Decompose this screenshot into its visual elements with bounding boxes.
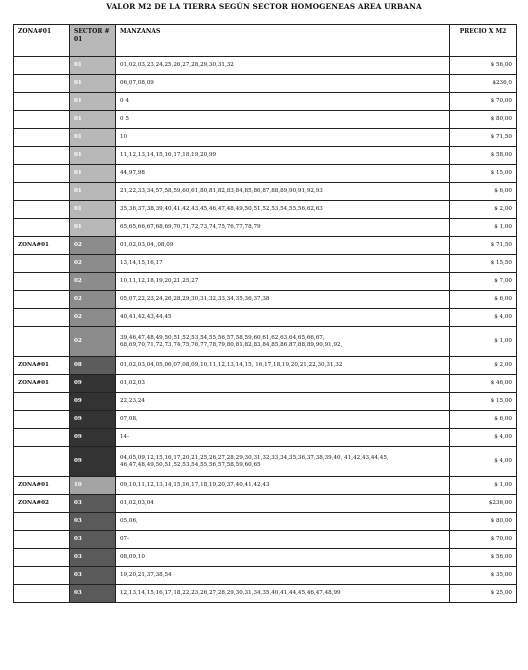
- table-row: [14, 93, 517, 111]
- zona-cell: [14, 165, 70, 183]
- zona-cell: [14, 75, 70, 93]
- precio-cell: $ 1,00: [450, 327, 517, 357]
- sector-cell: 01: [70, 165, 116, 183]
- table-row: [14, 165, 517, 183]
- precio-cell: $ 25,00: [450, 585, 517, 603]
- header-sector: SECTOR # 01: [70, 25, 116, 57]
- table-row: [14, 495, 517, 513]
- table-row: [14, 255, 517, 273]
- manzanas-cell: 10: [116, 129, 450, 147]
- precio-cell: $236,0: [450, 75, 517, 93]
- table-row: [14, 327, 517, 357]
- precio-cell: $ 7,00: [450, 273, 517, 291]
- sector-cell: 01: [70, 111, 116, 129]
- zona-cell: [14, 309, 70, 327]
- manzanas-cell: 05,07,22,23,24,26,28,29,30,31,32,33,34,35,36,37,38: [116, 291, 450, 309]
- table-row: [14, 531, 517, 549]
- precio-cell: $ 15,00: [450, 393, 517, 411]
- table-row: [14, 291, 517, 309]
- precio-cell: $ 70,00: [450, 531, 517, 549]
- table-row: [14, 447, 517, 477]
- manzanas-cell: 04,05,09,12,15,16,17,20,21,25,26,27,28,29,30,31,32,33,34,35,36,37,38,39,40, 41,42,43,44,45, 46,47,48,49,50,51,52,53,54,55,56,57,58,59,60,65: [116, 447, 450, 477]
- manzanas-cell: 09,10,11,12,13,14,15,16,17,18,19,20,37,40,41,42,43: [116, 477, 450, 495]
- precio-cell: $ 4,00: [450, 447, 517, 477]
- precio-cell: $ 6,00: [450, 291, 517, 309]
- manzanas-cell: 05,06,: [116, 513, 450, 531]
- zona-cell: ZONA#01: [14, 477, 70, 495]
- zona-cell: [14, 513, 70, 531]
- table-row: [14, 429, 517, 447]
- zona-cell: [14, 549, 70, 567]
- manzanas-cell: 07,08,: [116, 411, 450, 429]
- sector-cell: 03: [70, 531, 116, 549]
- document-title: VALOR M2 DE LA TIERRA SEGÚN SECTOR HOMOGENEAS AREA URBANA: [106, 2, 422, 11]
- sector-cell: 02: [70, 291, 116, 309]
- manzanas-cell: 13,14,15,16,17: [116, 255, 450, 273]
- precio-cell: $ 70,00: [450, 93, 517, 111]
- zona-cell: [14, 429, 70, 447]
- manzanas-cell: 65,65,66,67,68,69,70,71,72,73,74,75,76,77,78,79: [116, 219, 450, 237]
- sector-cell: 01: [70, 183, 116, 201]
- zona-cell: [14, 183, 70, 201]
- table-row: [14, 75, 517, 93]
- manzanas-cell: 35,36,37,38,39,40,41,42,43,45,46,47,48,49,50,51,52,53,54,55,56,62,63: [116, 201, 450, 219]
- manzanas-cell: 14-: [116, 429, 450, 447]
- precio-cell: $ 58,00: [450, 147, 517, 165]
- manzanas-cell: 40,41,42,43,44,45: [116, 309, 450, 327]
- table-row: [14, 549, 517, 567]
- sector-cell: 08: [70, 357, 116, 375]
- manzanas-cell: 0 5: [116, 111, 450, 129]
- table-row: [14, 129, 517, 147]
- zona-cell: [14, 93, 70, 111]
- sector-cell: 02: [70, 327, 116, 357]
- manzanas-cell: 0 4: [116, 93, 450, 111]
- sector-cell: 02: [70, 273, 116, 291]
- sector-cell: 01: [70, 75, 116, 93]
- zona-cell: [14, 111, 70, 129]
- zona-cell: [14, 255, 70, 273]
- zona-cell: [14, 411, 70, 429]
- zona-cell: [14, 585, 70, 603]
- precio-cell: $ 2,00: [450, 357, 517, 375]
- table-row: [14, 147, 517, 165]
- zona-cell: [14, 393, 70, 411]
- table-header-row: [14, 25, 517, 57]
- header-zona: ZONA#01: [14, 25, 70, 57]
- manzanas-cell: 44,97,98: [116, 165, 450, 183]
- table-row: [14, 309, 517, 327]
- precio-cell: $ 71,50: [450, 129, 517, 147]
- sector-cell: 03: [70, 513, 116, 531]
- precio-cell: $ 2,00: [450, 201, 517, 219]
- precio-cell: $ 80,00: [450, 513, 517, 531]
- table-body: [14, 57, 517, 603]
- sector-cell: 02: [70, 309, 116, 327]
- precio-cell: $ 80,00: [450, 111, 517, 129]
- zona-cell: ZONA#01: [14, 357, 70, 375]
- precio-cell: $ 4,00: [450, 309, 517, 327]
- zona-cell: [14, 147, 70, 165]
- manzanas-cell: 07-: [116, 531, 450, 549]
- manzanas-cell: 19,20,21,37,38,54: [116, 567, 450, 585]
- sector-cell: 01: [70, 201, 116, 219]
- precio-cell: $ 6,00: [450, 183, 517, 201]
- table-row: [14, 513, 517, 531]
- manzanas-cell: 22,23,24: [116, 393, 450, 411]
- manzanas-cell: 12,13,14,15,16,17,18,22,23,26,27,28,29,30,31,34,35,40,41,44,45,46,47,48,99: [116, 585, 450, 603]
- table-row: [14, 183, 517, 201]
- sector-cell: 02: [70, 255, 116, 273]
- manzanas-cell: 06,07,08,09: [116, 75, 450, 93]
- sector-cell: 01: [70, 57, 116, 75]
- land-value-table: [13, 24, 517, 603]
- sector-cell: 03: [70, 495, 116, 513]
- sector-cell: 09: [70, 429, 116, 447]
- table-row: [14, 585, 517, 603]
- precio-cell: $ 6,00: [450, 411, 517, 429]
- manzanas-cell: 01,02,03,04,05,06,07,08,09,10,11,12,13,14,15, 16,17,18,19,20,21,22,30,31,32: [116, 357, 450, 375]
- table-row: [14, 111, 517, 129]
- header-precio: PRECIO X M2: [450, 25, 517, 57]
- precio-cell: $ 15,50: [450, 255, 517, 273]
- precio-cell: $ 46,00: [450, 375, 517, 393]
- zona-cell: [14, 531, 70, 549]
- manzanas-cell: 01,02,03: [116, 375, 450, 393]
- zona-cell: ZONA#02: [14, 495, 70, 513]
- sector-cell: 09: [70, 375, 116, 393]
- table-row: [14, 201, 517, 219]
- precio-cell: $ 56,00: [450, 549, 517, 567]
- zona-cell: [14, 327, 70, 357]
- precio-cell: $236,00: [450, 495, 517, 513]
- zona-cell: [14, 201, 70, 219]
- zona-cell: ZONA#01: [14, 375, 70, 393]
- zona-cell: [14, 567, 70, 585]
- precio-cell: $ 56,00: [450, 57, 517, 75]
- precio-cell: $ 1,00: [450, 477, 517, 495]
- zona-cell: [14, 219, 70, 237]
- precio-cell: $ 71,50: [450, 237, 517, 255]
- table-row: [14, 477, 517, 495]
- zona-cell: [14, 129, 70, 147]
- sector-cell: 02: [70, 237, 116, 255]
- manzanas-cell: 10,11,12,18,19,20,21,25,27: [116, 273, 450, 291]
- sector-cell: 03: [70, 585, 116, 603]
- table-row: [14, 375, 517, 393]
- table-row: [14, 273, 517, 291]
- sector-cell: 10: [70, 477, 116, 495]
- header-manzanas: MANZANAS: [116, 25, 450, 57]
- sector-cell: 01: [70, 147, 116, 165]
- zona-cell: [14, 291, 70, 309]
- manzanas-cell: 11,12,13,14,15,16,17,18,19,20,99: [116, 147, 450, 165]
- manzanas-cell: 01,02,03,23,24,25,26,27,28,29,30,31,32: [116, 57, 450, 75]
- table-row: [14, 57, 517, 75]
- precio-cell: $ 35,00: [450, 567, 517, 585]
- table-row: [14, 393, 517, 411]
- manzanas-cell: 08,09,10: [116, 549, 450, 567]
- table-row: [14, 237, 517, 255]
- sector-cell: 01: [70, 93, 116, 111]
- precio-cell: $ 1,00: [450, 219, 517, 237]
- manzanas-cell: 39,46,47,48,49,50,51,52,53,54,55,56,57,58,59,60,61,62,63,64,65,66,67, 68,69,70,71,72,73,74,75,76,77,78,79,80,81,82,83,84,85,86,87,88,89,90,91,92,: [116, 327, 450, 357]
- manzanas-cell: 01,02,03,04: [116, 495, 450, 513]
- zona-cell: [14, 447, 70, 477]
- sector-cell: 03: [70, 549, 116, 567]
- manzanas-cell: 01,02,03,04,,08,09: [116, 237, 450, 255]
- sector-cell: 01: [70, 129, 116, 147]
- sector-cell: 03: [70, 567, 116, 585]
- precio-cell: $ 4,00: [450, 429, 517, 447]
- table-row: [14, 357, 517, 375]
- table-row: [14, 567, 517, 585]
- sector-cell: 01: [70, 219, 116, 237]
- zona-cell: [14, 273, 70, 291]
- sector-cell: 09: [70, 411, 116, 429]
- table-row: [14, 411, 517, 429]
- manzanas-cell: 21,22,33,34,57,58,59,60,61,80,81,82,83,84,85,86,87,88,89,90,91,92,93: [116, 183, 450, 201]
- zona-cell: [14, 57, 70, 75]
- sector-cell: 09: [70, 447, 116, 477]
- sector-cell: 09: [70, 393, 116, 411]
- table-row: [14, 219, 517, 237]
- zona-cell: ZONA#01: [14, 237, 70, 255]
- precio-cell: $ 15,00: [450, 165, 517, 183]
